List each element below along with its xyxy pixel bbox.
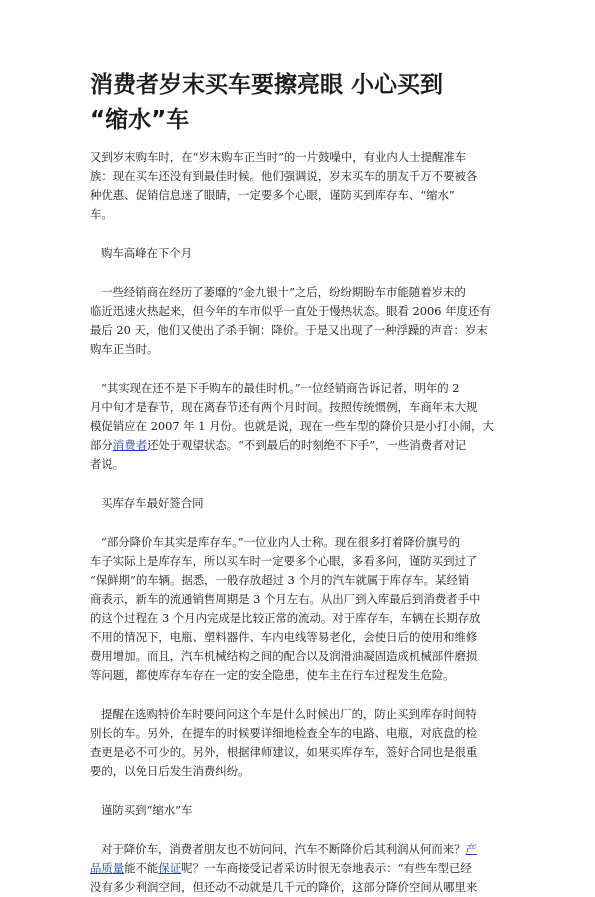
title-line-1: 消费者岁末买车要擦亮眼 小心买到 <box>90 72 444 98</box>
text-line: 一些经销商在经历了萎靡的“金九银十”之后，纷纷期盼车市能随着岁末的 <box>101 285 466 299</box>
text-line: 费用增加。而且，汽车机械结构之间的配合以及润滑油凝固造成机械部件磨损 <box>90 649 478 663</box>
text-line: 车子实际上是库存车，所以买车时一定要多个心眼，多看多问，谨防买到过了 <box>90 554 478 568</box>
text-line: 查更是必不可少的。另外，根据律师建议，如果买库存车，签好合同也是很重 <box>90 745 478 759</box>
intro-paragraph <box>90 148 502 224</box>
text-fragment: 呢？一车商接受记者采访时很无奈地表示：“有些车型已经 <box>181 861 472 875</box>
section1-paragraph-1 <box>90 283 502 359</box>
text-line: 临近迅速火热起来，但今年的车市似乎一直处于慢热状态。眼看 2006 年度还有 <box>90 304 491 318</box>
text-line: “部分降价车其实是库存车。”一位业内人士称。现在很多打着降价旗号的 <box>101 535 461 549</box>
text-line: 不用的情况下，电瓶、塑料器件、车内电线等易老化，会使日后的使用和维修 <box>90 630 478 644</box>
text-line: 没有多少利润空间，但还动不动就是几千元的降价，这部分降价空间从哪里来 <box>90 880 478 894</box>
section2-paragraph-2 <box>90 705 502 781</box>
text-fragment: 对于降价车，消费者朋友也不妨问问，汽车不断降价后其利润从何而来？ <box>101 842 466 856</box>
consumer-link[interactable]: 消费者 <box>112 438 147 452</box>
text-line: 商表示，新车的流通销售周期是 3 个月左右。从出厂到入库最后到消费者手中 <box>90 592 481 606</box>
product-quality-link[interactable]: 产 <box>465 842 477 856</box>
title-line-2: “缩水”车 <box>90 107 190 133</box>
section-heading-3: 谨防买到“缩水”车 <box>101 803 193 817</box>
section-heading-2: 买库存车最好签合同 <box>101 496 204 510</box>
text-line: “其实现在还不是下手购车的最佳时机。”一位经销商告诉记者，明年的 2 <box>101 381 460 395</box>
text-line: 月中旬才是春节，现在离春节还有两个月时间。按照传统惯例，车商年末大规 <box>90 400 478 414</box>
text-line: 者说。 <box>90 457 125 471</box>
text-line <box>90 436 502 455</box>
text-line: 购车正当时。 <box>90 342 159 356</box>
text-line <box>90 840 502 859</box>
guarantee-link[interactable]: 保证 <box>158 861 182 875</box>
text-fragment: 部分 <box>90 438 113 452</box>
text-fragment: 还处于观望状态。“不到最后的时刻绝不下手”，一些消费者对记 <box>146 438 467 452</box>
section3-paragraph-1 <box>90 840 502 897</box>
text-line: “保鲜期”的车辆。据悉，一般存放超过 3 个月的汽车就属于库存车。某经销 <box>90 573 470 587</box>
text-line: 模促销应在 2007 年 1 月份。也就是说，现在一些车型的降价只是小打小闹，大 <box>90 419 494 433</box>
text-line: 族：现在买车还没有到最佳时候。他们强调说，岁末买车的朋友千万不要被各 <box>90 169 478 183</box>
text-line: 别长的车。另外，在提车的时候要详细地检查全车的电路、电瓶，对底盘的检 <box>90 726 478 740</box>
section1-paragraph-2 <box>90 379 502 474</box>
text-line: 要的，以免日后发生消费纠纷。 <box>90 764 250 778</box>
text-line: 又到岁末购车时，在“岁末购车正当时”的一片鼓噪中，有业内人士提醒准车 <box>90 150 467 164</box>
text-line: 最后 20 天，他们又使出了杀手锏：降价。于是又出现了一种浮躁的声音：岁末 <box>90 323 488 337</box>
text-line: 等问题，都使库存车存在一定的安全隐患，使车主在行车过程发生危险。 <box>90 668 455 682</box>
section-heading-1: 购车高峰在下个月 <box>101 246 193 260</box>
article-body <box>90 148 502 897</box>
text-line: 提醒在选购特价车时要问问这个车是什么时候出厂的，防止买到库存时间特 <box>101 707 477 721</box>
text-line <box>90 859 502 878</box>
text-line: 种优惠、促销信息迷了眼睛，一定要多个心眼，谨防买到库存车、“缩水” <box>90 188 455 202</box>
article-title <box>90 68 520 138</box>
product-quality-link-cont[interactable]: 品质量 <box>90 861 125 875</box>
section2-paragraph-1 <box>90 533 502 685</box>
text-line: 的这个过程在 3 个月内完成是比较正常的流动。对于库存车，车辆在长期存放 <box>90 611 481 625</box>
text-fragment: 能不能 <box>124 861 159 875</box>
text-line: 车。 <box>90 207 113 221</box>
